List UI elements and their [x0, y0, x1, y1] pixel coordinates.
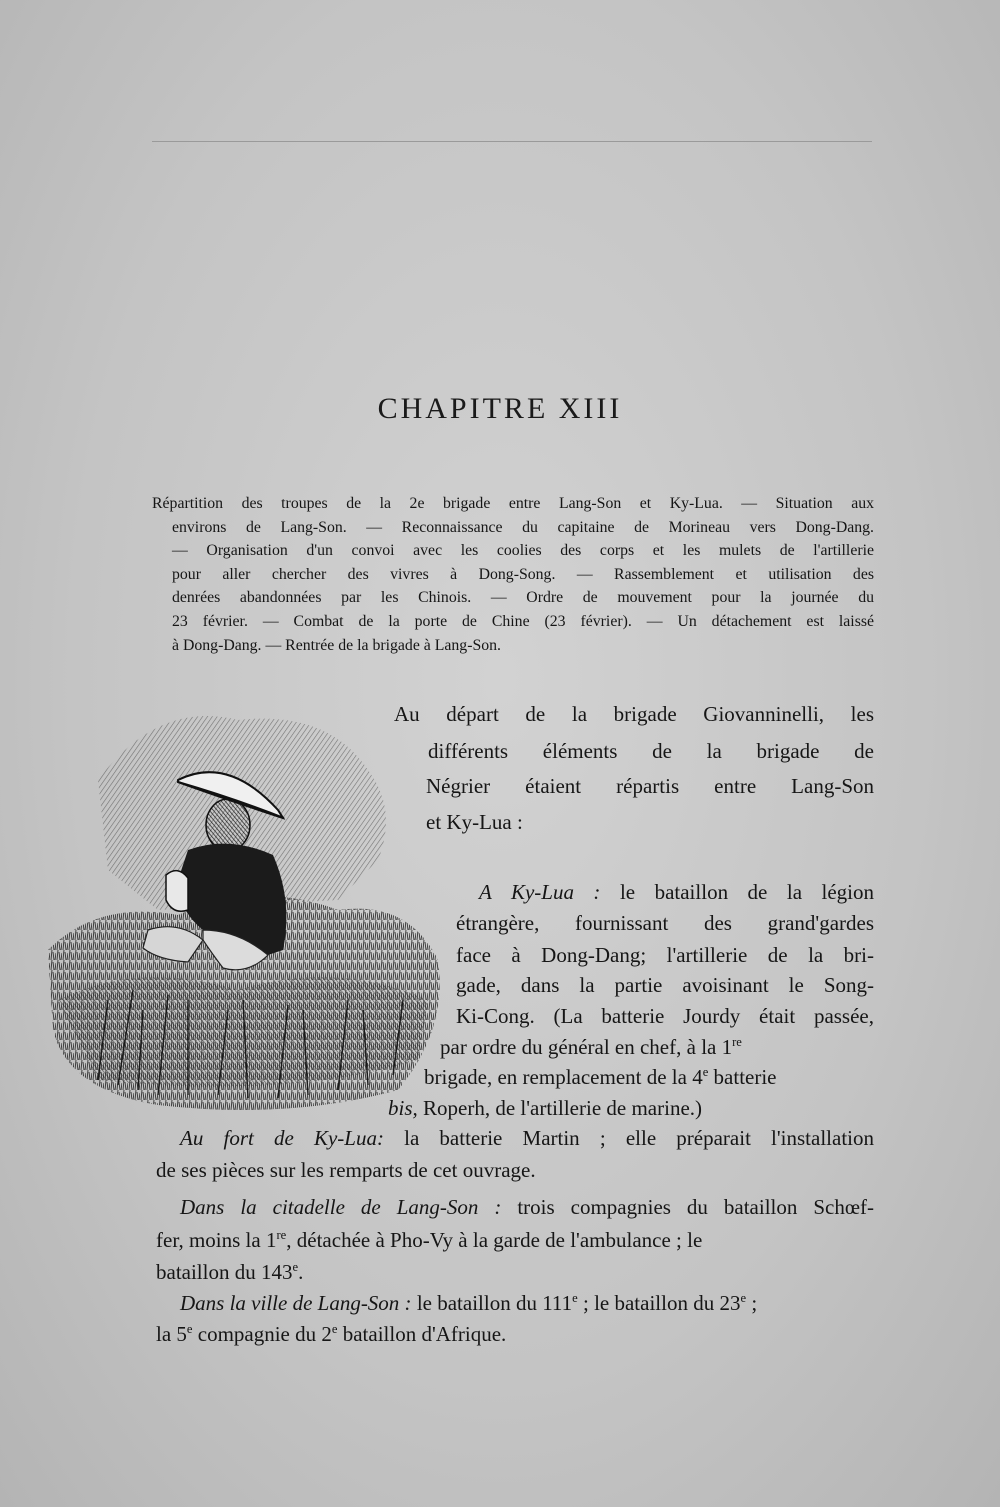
body-line: étrangère, fournissant des grand'gardes — [456, 911, 874, 935]
summary-line: — Organisation d'un convoi avec les coolies des corps et les mulets de l'artillerie — [172, 542, 874, 560]
body-line: Au départ de la brigade Giovanninelli, les — [394, 702, 874, 726]
body-line: gade, dans la partie avoisinant le Song- — [456, 973, 874, 997]
body-line: bataillon du 143e. — [156, 1260, 304, 1284]
chapter-summary — [152, 492, 874, 657]
body-line: bis, Roperh, de l'artillerie de marine.) — [388, 1096, 703, 1120]
summary-line: pour aller chercher des vivres à Dong-Song. — Rassemblement et utilisation des — [172, 565, 874, 583]
header-rule — [152, 141, 872, 142]
body-line: de ses pièces sur les remparts de cet ouvrage. — [156, 1158, 536, 1182]
summary-line: Répartition des troupes de la 2e brigade entre Lang-Son et Ky-Lua. — Situation aux — [152, 495, 874, 512]
body-line: et Ky-Lua : — [426, 810, 523, 834]
engraving-illustration — [38, 700, 458, 1120]
body-line: la 5e compagnie du 2e bataillon d'Afrique. — [156, 1322, 507, 1346]
summary-line: denrées abandonnées par les Chinois. — Ordre de mouvement pour la journée du — [172, 589, 874, 607]
place-lead: Dans la ville de Lang-Son : — [180, 1291, 412, 1315]
summary-line: environs de Lang-Son. — Reconnaissance du capitaine de Morineau vers Dong-Dang. — [172, 518, 874, 536]
body-line: brigade, en remplacement de la 4e batterie — [424, 1065, 777, 1089]
body-line: Dans la citadelle de Lang-Son : trois compagnies du bataillon Schœf- — [180, 1195, 874, 1219]
place-lead: A Ky-Lua : — [479, 880, 601, 904]
summary-line: à Dong-Dang. — Rentrée de la brigade à Lang-Son. — [172, 636, 501, 654]
body-line: par ordre du général en chef, à la 1re — [440, 1035, 742, 1059]
place-lead: Dans la citadelle de Lang-Son : — [180, 1195, 502, 1219]
place-lead: Au fort de Ky-Lua: — [180, 1126, 384, 1150]
body-line: face à Dong-Dang; l'artillerie de la bri- — [456, 943, 874, 967]
body-line: différents éléments de la brigade de — [428, 739, 874, 763]
chapter-title: CHAPITRE XIII — [377, 392, 623, 425]
body-line: fer, moins la 1re, détachée à Pho-Vy à la garde de l'ambulance ; le — [156, 1228, 703, 1252]
body-line: Au fort de Ky-Lua: la batterie Martin ; elle préparait l'installation — [180, 1126, 874, 1150]
body-line: Ki-Cong. (La batterie Jourdy était passée, — [456, 1004, 874, 1028]
summary-line: 23 février. — Combat de la porte de Chine (23 février). — Un détachement est laissé — [172, 612, 874, 630]
body-line: A Ky-Lua : le bataillon de la légion — [479, 880, 875, 904]
body-line: Négrier étaient répartis entre Lang-Son — [426, 774, 874, 798]
body-line: Dans la ville de Lang-Son : le bataillon du 111e ; le bataillon du 23e ; — [180, 1291, 758, 1315]
